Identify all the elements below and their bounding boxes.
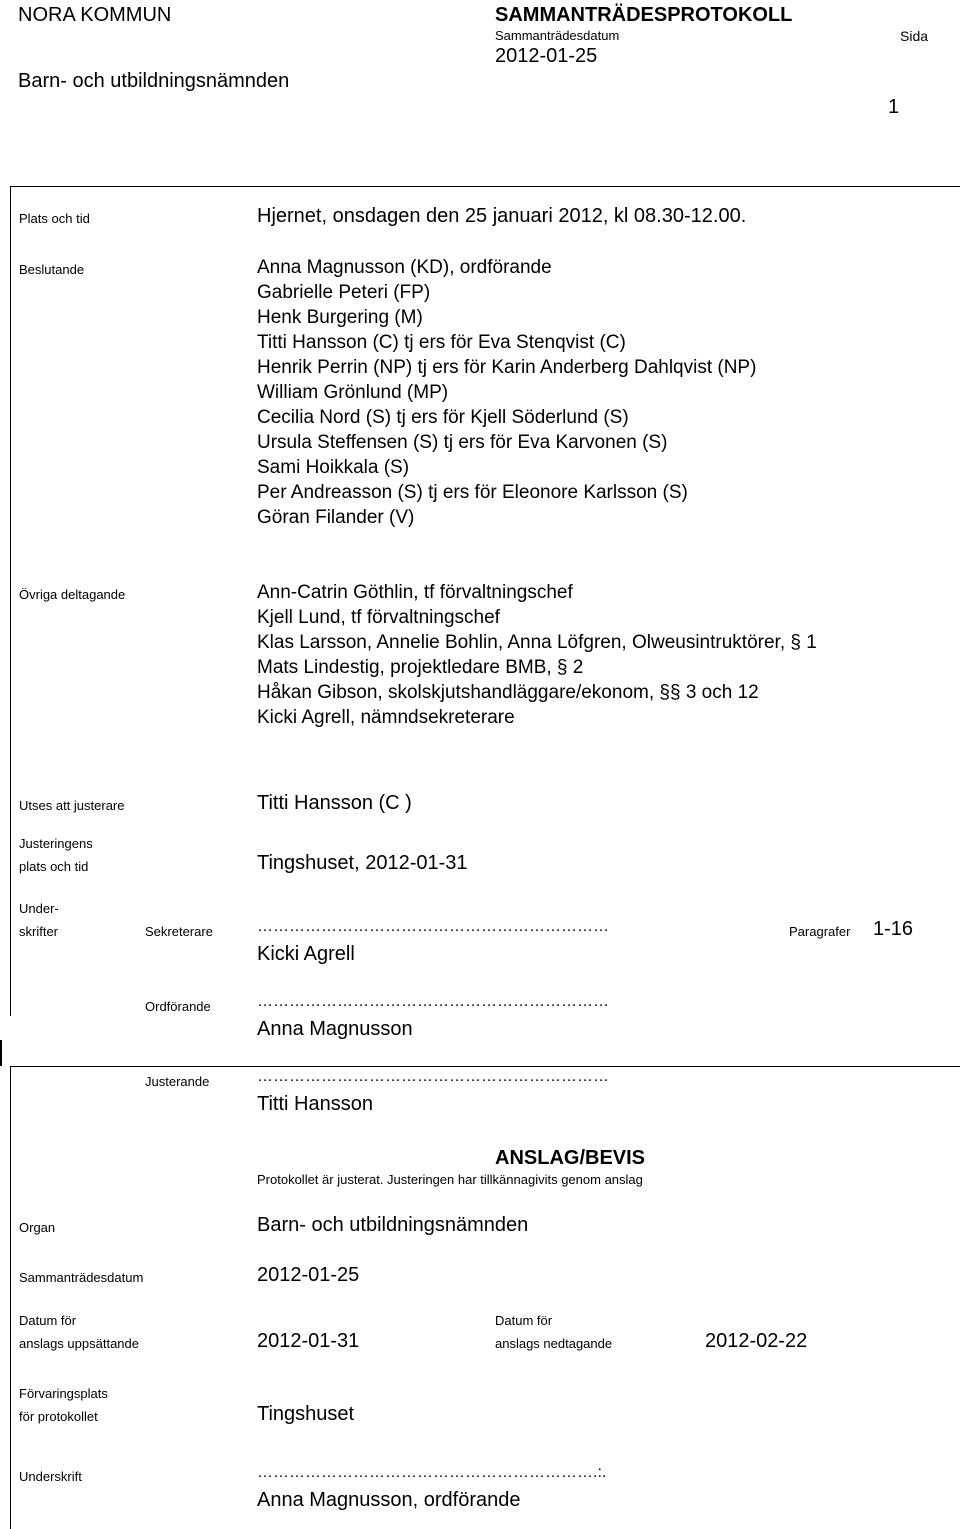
forvaring-label-2: för protokollet bbox=[19, 1409, 98, 1424]
plats-label: Plats och tid bbox=[19, 211, 90, 226]
justerande-label: Justerande bbox=[145, 1074, 210, 1089]
organ-value: Barn- och utbildningsnämnden bbox=[257, 1214, 529, 1236]
organ-label: Organ bbox=[19, 1220, 56, 1235]
participant-row bbox=[257, 630, 817, 655]
participant-row bbox=[257, 580, 817, 605]
header-datum-label: Sammanträdesdatum bbox=[495, 28, 620, 43]
anslag-datum-label: Sammanträdesdatum bbox=[19, 1270, 144, 1285]
underskrifter-label-1: Under- bbox=[19, 901, 59, 916]
member-row: William Grönlund (MP) bbox=[257, 382, 449, 403]
header-datum: 2012-01-25 bbox=[495, 45, 598, 67]
participant-row bbox=[257, 655, 817, 680]
anslag-title: ANSLAG/BEVIS bbox=[495, 1147, 646, 1169]
ovriga-list bbox=[257, 580, 817, 730]
justerande-name: Titti Hansson bbox=[257, 1093, 373, 1115]
frame-left-mark bbox=[0, 1040, 2, 1066]
member-row: Ursula Steffensen (S) tj ers för Eva Karvonen (S) bbox=[257, 432, 668, 453]
kommun-name: NORA KOMMUN bbox=[18, 4, 172, 26]
participant-text: Klas Larsson, Annelie Bohlin, Anna Löfgren, Olweusintruktörer, bbox=[257, 632, 786, 653]
participant-text: Ann-Catrin Göthlin, tf förvaltningschef bbox=[257, 582, 573, 603]
frame-left-line bbox=[10, 186, 11, 1016]
namnd-name: Barn- och utbildningsnämnden bbox=[18, 70, 290, 92]
protocol-title: SAMMANTRÄDESPROTOKOLL bbox=[495, 4, 793, 26]
underskrift-name: Anna Magnusson, ordförande bbox=[257, 1489, 521, 1511]
participant-text: Håkan Gibson, skolskjutshandläggare/ekonom, bbox=[257, 682, 655, 703]
underskrifter-label-2: skrifter bbox=[19, 924, 58, 939]
member-row: Titti Hansson (C) tj ers för Eva Stenqvist (C) bbox=[257, 332, 626, 353]
uppsattande-label-2: anslags uppsättande bbox=[19, 1336, 139, 1351]
uppsattande-label-1: Datum för bbox=[19, 1313, 77, 1328]
forvaring-value: Tingshuset bbox=[257, 1403, 355, 1425]
sekreterare-signature-line: ………………………………………………………… bbox=[257, 918, 609, 935]
justerare-value: Titti Hansson (C ) bbox=[257, 792, 412, 814]
member-row: Göran Filander (V) bbox=[257, 507, 415, 528]
nedtagande-label-2: anslags nedtagande bbox=[495, 1336, 613, 1351]
ordforande-signature-line: ………………………………………………………… bbox=[257, 993, 609, 1010]
anslag-subtitle: Protokollet är justerat. Justeringen har tillkännagivits genom anslag bbox=[257, 1172, 643, 1187]
uppsattande-value: 2012-01-31 bbox=[257, 1330, 360, 1352]
beslutande-label: Beslutande bbox=[19, 262, 85, 277]
sekreterare-label: Sekreterare bbox=[145, 924, 213, 939]
justerande-signature-line: ………………………………………………………… bbox=[257, 1068, 609, 1085]
participant-row bbox=[257, 680, 817, 705]
frame-left-line-lower bbox=[10, 1066, 11, 1529]
participant-text: Kjell Lund, tf förvaltningschef bbox=[257, 607, 500, 628]
justerare-label: Utses att justerare bbox=[19, 798, 125, 813]
justering-value: Tingshuset, 2012-01-31 bbox=[257, 852, 468, 874]
ordforande-label: Ordförande bbox=[145, 999, 211, 1014]
sekreterare-name: Kicki Agrell bbox=[257, 943, 355, 965]
participant-text: Kicki Agrell, nämndsekreterare bbox=[257, 707, 515, 728]
paragraph-ref: § 1 bbox=[790, 632, 817, 653]
paragraph-ref: § 2 bbox=[556, 657, 584, 678]
member-row: Per Andreasson (S) tj ers för Eleonore Karlsson (S) bbox=[257, 482, 688, 503]
frame-top-line bbox=[10, 186, 960, 187]
frame-mid-line bbox=[10, 1066, 960, 1067]
underskrift-label: Underskrift bbox=[19, 1469, 82, 1484]
paragrafer-value: 1-16 bbox=[873, 918, 914, 940]
participant-row bbox=[257, 705, 817, 730]
paragraph-ref: §§ 3 och 12 bbox=[659, 682, 759, 703]
nedtagande-value: 2012-02-22 bbox=[705, 1330, 808, 1352]
member-row: Gabrielle Peteri (FP) bbox=[257, 282, 431, 303]
member-row: Anna Magnusson (KD), ordförande bbox=[257, 257, 552, 278]
justering-label-1: Justeringens bbox=[19, 836, 93, 851]
paragrafer-label: Paragrafer bbox=[789, 924, 851, 939]
plats-value: Hjernet, onsdagen den 25 januari 2012, kl 08.30-12.00. bbox=[257, 205, 747, 227]
beslutande-list bbox=[257, 255, 756, 530]
underskrift-signature-line: ……………………………………………………….:. bbox=[257, 1464, 607, 1481]
member-row: Henk Burgering (M) bbox=[257, 307, 423, 328]
justering-label-2: plats och tid bbox=[19, 859, 89, 874]
participant-row bbox=[257, 605, 817, 630]
sida-label: Sida bbox=[900, 28, 929, 44]
anslag-datum-value: 2012-01-25 bbox=[257, 1264, 360, 1286]
member-row: Cecilia Nord (S) tj ers för Kjell Söderlund (S) bbox=[257, 407, 629, 428]
ordforande-name: Anna Magnusson bbox=[257, 1018, 413, 1040]
member-row: Sami Hoikkala (S) bbox=[257, 457, 410, 478]
sida-number: 1 bbox=[888, 96, 900, 118]
member-row: Henrik Perrin (NP) tj ers för Karin Anderberg Dahlqvist (NP) bbox=[257, 357, 757, 378]
nedtagande-label-1: Datum för bbox=[495, 1313, 553, 1328]
forvaring-label-1: Förvaringsplats bbox=[19, 1386, 108, 1401]
ovriga-label: Övriga deltagande bbox=[19, 587, 126, 602]
participant-text: Mats Lindestig, projektledare BMB, bbox=[257, 657, 552, 678]
